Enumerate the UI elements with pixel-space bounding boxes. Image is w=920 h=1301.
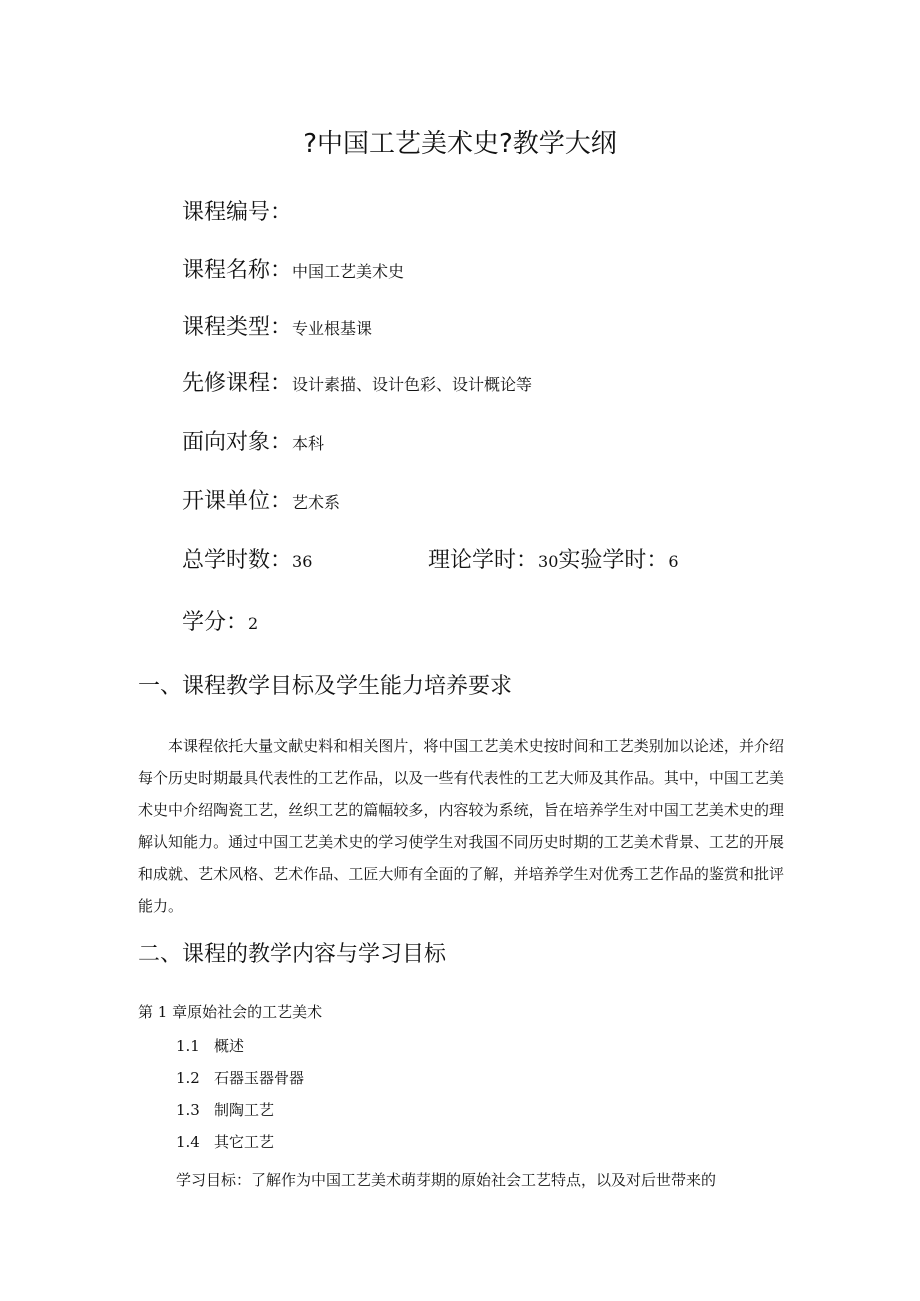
course-code-row: [182, 196, 292, 230]
theory-hours: [428, 544, 679, 579]
prerequisite-value: 设计素描、设计色彩、设计概论等: [292, 375, 533, 394]
department-row: [182, 485, 340, 519]
theory-hours-label: 理论学时：: [428, 548, 539, 573]
course-type-value: 专业根基课: [292, 319, 373, 338]
list-item-text: 制陶工艺: [214, 1101, 275, 1119]
lab-hours-value: 6: [668, 552, 679, 571]
list-item: [176, 1130, 274, 1154]
course-type-label: 课程类型：: [182, 315, 293, 340]
course-code-label: 课程编号：: [182, 200, 293, 225]
audience-value: 本科: [292, 434, 325, 453]
total-hours: [182, 544, 312, 579]
total-hours-label: 总学时数：: [182, 548, 293, 573]
list-item-number: 1.3: [176, 1101, 200, 1119]
prerequisite-row: [182, 367, 532, 401]
chapter-title: 第 1 章原始社会的工艺美术: [138, 1003, 323, 1021]
list-item-text: 概述: [214, 1037, 245, 1055]
prerequisite-label: 先修课程：: [182, 371, 293, 396]
list-item-number: 1.2: [176, 1069, 200, 1087]
credits-label: 学分：: [182, 610, 249, 635]
list-item-number: 1.4: [176, 1133, 200, 1151]
list-item: [176, 1034, 244, 1058]
course-name-label: 课程名称：: [182, 258, 293, 283]
department-value: 艺术系: [292, 493, 341, 512]
lab-hours-label: 实验学时：: [558, 548, 669, 573]
course-name-row: [182, 254, 404, 288]
document-title: ?中国工艺美术史?教学大纲: [303, 129, 617, 159]
total-hours-value: 36: [292, 552, 313, 571]
objectives-paragraph: 本课程依托大量文献史料和相关图片，将中国工艺美术史按时间和工艺类别加以论述，并介绍每个历史时期最具代表性的工艺作品，以及一些有代表性的工艺大师及其作品。其中，中国工艺美术史中介绍陶瓷工艺，丝织工艺的篇幅较多，内容较为系统，旨在培养学生对中国工艺美术史的理解认知能力。通过中国工艺美术史的学习使学生对我国不同历史时期的工艺美术背景、工艺的开展和成就、艺术风格、艺术作品、工匠大师有全面的了解，并培养学生对优秀工艺作品的鉴赏和批评能力。: [138, 737, 784, 915]
course-name-value: 中国工艺美术史: [292, 262, 405, 281]
theory-hours-value: 30: [538, 552, 559, 571]
hours-row: [182, 544, 742, 578]
department-label: 开课单位：: [182, 489, 293, 514]
section-heading-content: 二、课程的教学内容与学习目标: [138, 942, 447, 967]
list-item: [176, 1066, 304, 1090]
list-item-number: 1.1: [176, 1037, 200, 1055]
section-heading-objectives: 一、课程教学目标及学生能力培养要求: [138, 674, 513, 699]
list-item-text: 石器玉器骨器: [214, 1069, 305, 1087]
audience-label: 面向对象：: [182, 430, 293, 455]
list-item-text: 其它工艺: [214, 1133, 275, 1151]
course-type-row: [182, 311, 372, 345]
learning-objective: 学习目标：了解作为中国工艺美术萌芽期的原始社会工艺特点，以及对后世带来的: [176, 1171, 717, 1189]
credits-value: 2: [248, 614, 259, 633]
list-item: [176, 1098, 274, 1122]
credits-row: [182, 606, 258, 640]
audience-row: [182, 426, 324, 460]
